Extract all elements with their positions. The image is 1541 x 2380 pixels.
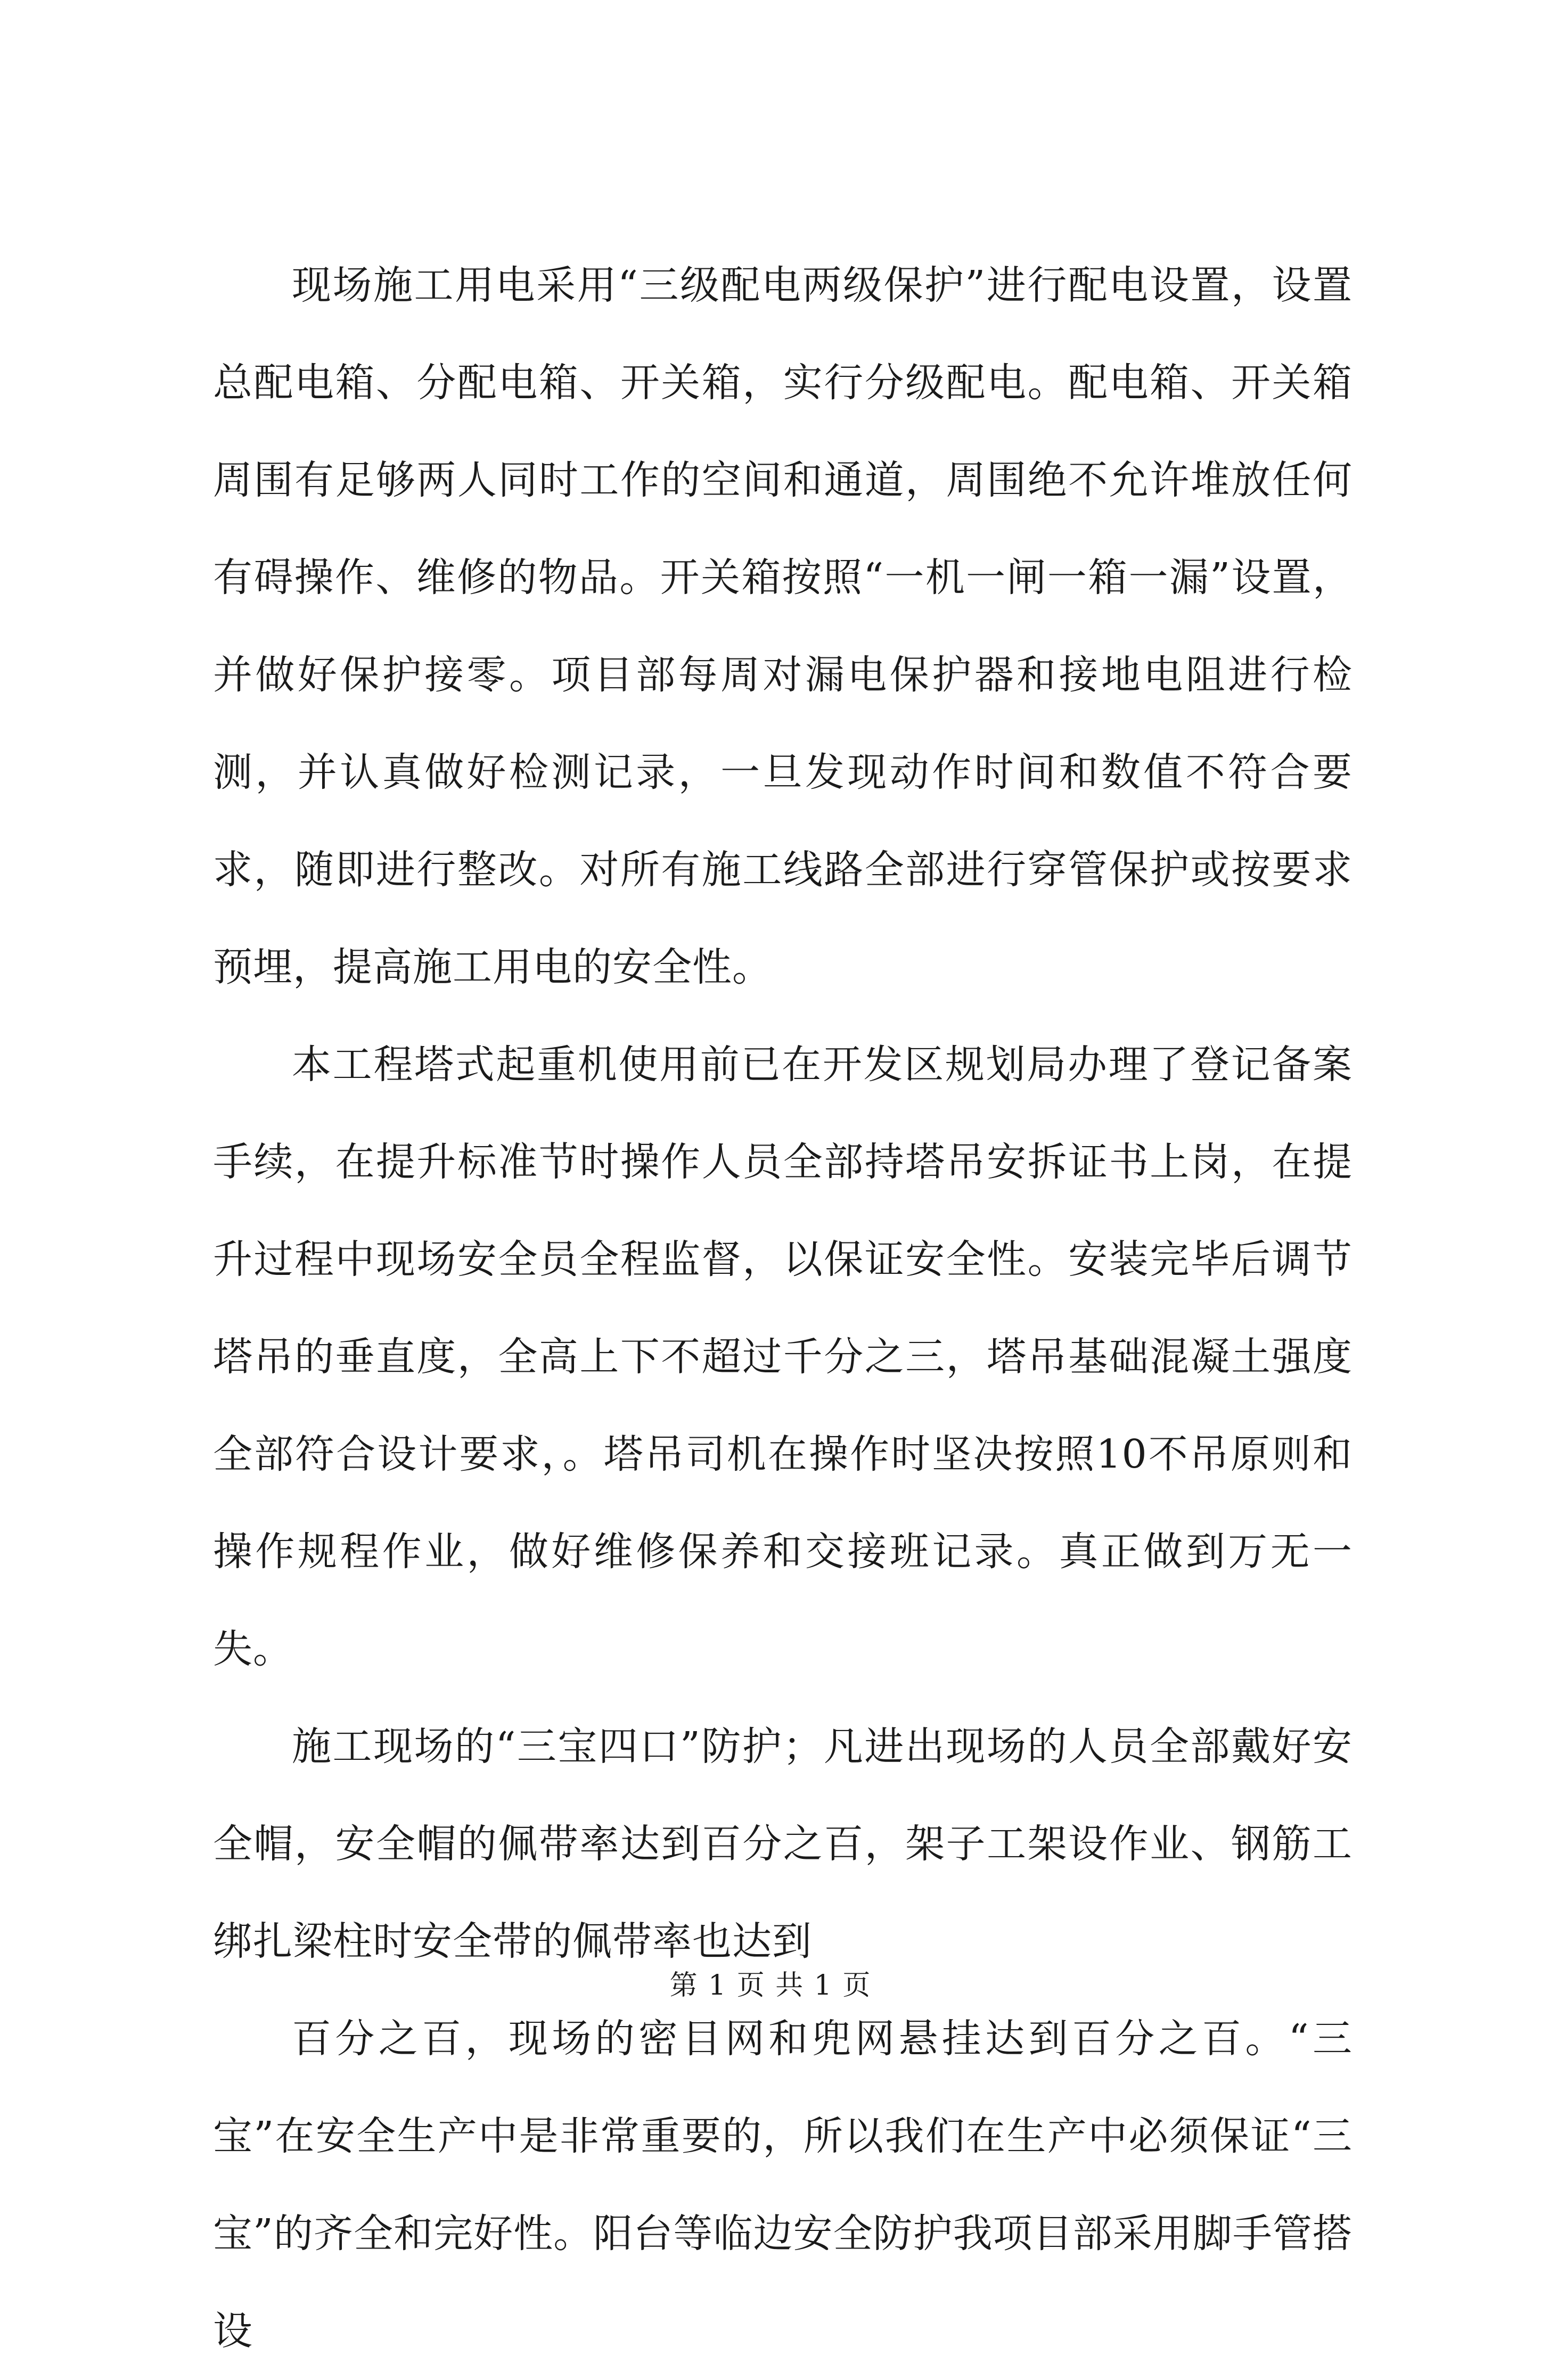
paragraph-tower-crane: 本工程塔式起重机使用前已在开发区规划局办理了登记备案手续，在提升标准节时操作人员全部持塔吊安拆证书上岗，在提升过程中现场安全员全程监督，以保证安全性。安装完毕后调节塔吊的垂直度，全高上下不超过千分之三，塔吊基础混凝土强度全部符合设计要求，。塔吊司机在操作时坚决按照10不吊原则和操作规程作业，做好维修保养和交接班记录。真正做到万无一失。	[213, 1042, 1353, 1672]
paragraph-safety-nets: 百分之百，现场的密目网和兜网悬挂达到百分之百。“三宝”在安全生产中是非常重要的，所以我们在生产中必须保证“三宝”的齐全和完好性。阳台等临边安全防护我项目部采用脚手管搭设	[213, 2016, 1353, 2354]
paragraph-three-treasures: 施工现场的“三宝四口”防护；凡进出现场的人员全部戴好安全帽，安全帽的佩带率达到百分之百，架子工架设作业、钢筋工绑扎梁柱时安全带的佩带率也达到	[213, 1724, 1353, 1964]
document-body	[213, 237, 1353, 2380]
paragraph-electrical-safety: 现场施工用电采用“三级配电两级保护”进行配电设置，设置总配电箱、分配电箱、开关箱，实行分级配电。配电箱、开关箱周围有足够两人同时工作的空间和通道，周围绝不允许堆放任何有碍操作、维修的物品。开关箱按照“一机一闸一箱一漏”设置，并做好保护接零。项目部每周对漏电保护器和接地电阻进行检测，并认真做好检测记录，一旦发现动作时间和数值不符合要求，随即进行整改。对所有施工线路全部进行穿管保护或按要求预埋，提高施工用电的安全性。	[213, 262, 1353, 990]
page-number-footer: 第 1 页 共 1 页	[669, 1970, 872, 2002]
